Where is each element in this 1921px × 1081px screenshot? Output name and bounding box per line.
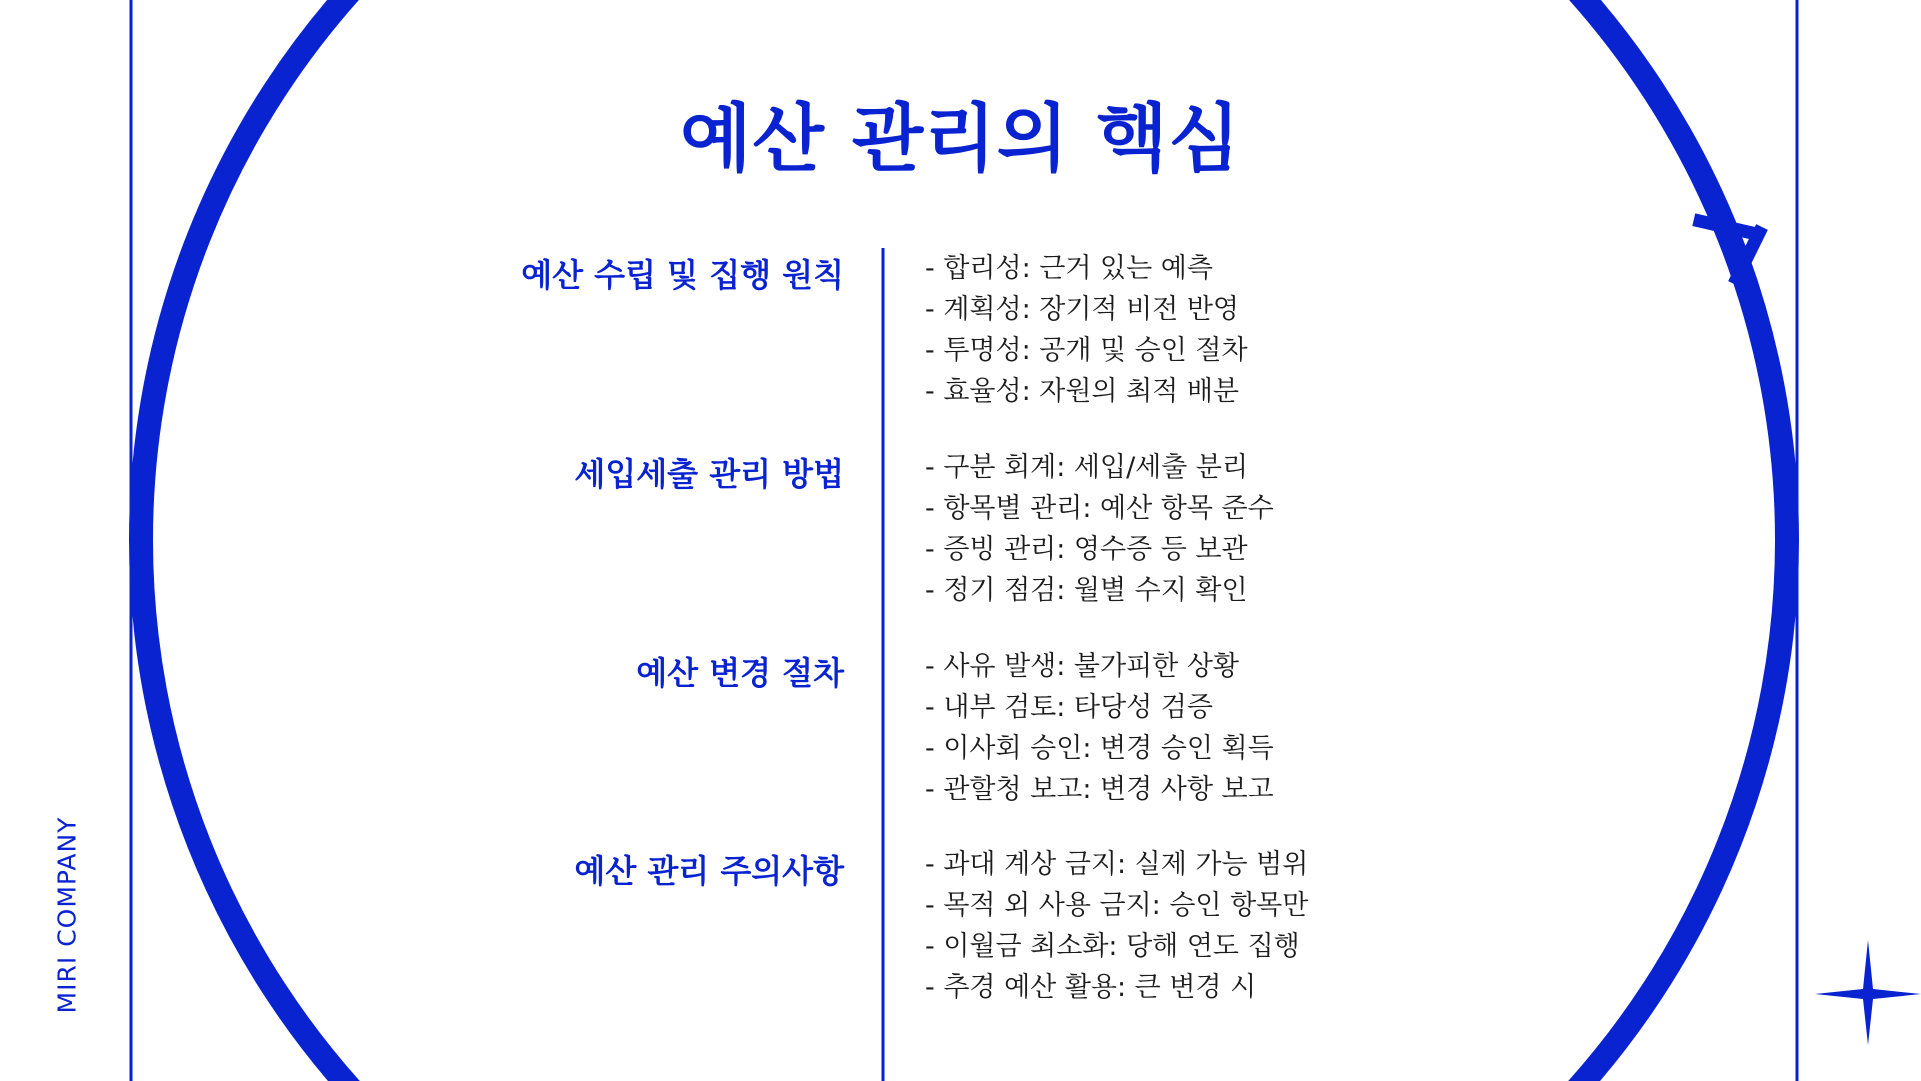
list-item: - 합리성: 근거 있는 예측 bbox=[925, 253, 1213, 284]
section-heading-cautions: 예산 관리 주의사항 bbox=[574, 852, 844, 890]
list-item: - 정기 점검: 월별 수지 확인 bbox=[925, 575, 1248, 606]
list-item: - 목적 외 사용 금지: 승인 항목만 bbox=[925, 890, 1309, 921]
section-heading-change-procedure: 예산 변경 절차 bbox=[636, 654, 844, 692]
page-title: 예산 관리의 핵심 bbox=[680, 96, 1241, 182]
list-item: - 관할청 보고: 변경 사항 보고 bbox=[925, 774, 1274, 805]
list-item: - 내부 검토: 타당성 검증 bbox=[925, 692, 1213, 723]
section-list-revenue-expense bbox=[925, 447, 1274, 611]
list-item: - 이사회 승인: 변경 승인 획득 bbox=[925, 733, 1274, 764]
list-item: - 과대 계상 금지: 실제 가능 범위 bbox=[925, 849, 1309, 880]
section-heading-revenue-expense: 세입세출 관리 방법 bbox=[574, 455, 844, 493]
section-list-change-procedure bbox=[925, 646, 1274, 810]
list-item: - 이월금 최소화: 당해 연도 집행 bbox=[925, 931, 1300, 962]
sparkle-star-icon bbox=[1815, 940, 1921, 1045]
list-item: - 계획성: 장기적 비전 반영 bbox=[925, 294, 1239, 325]
section-list-principles bbox=[925, 248, 1248, 412]
section-heading-principles: 예산 수립 및 집행 원칙 bbox=[521, 256, 844, 294]
list-item: - 구분 회계: 세입/세출 분리 bbox=[925, 452, 1249, 483]
list-item: - 항목별 관리: 예산 항목 준수 bbox=[925, 493, 1274, 524]
list-item: - 증빙 관리: 영수증 등 보관 bbox=[925, 534, 1248, 565]
list-item: - 사유 발생: 불가피한 상황 bbox=[925, 651, 1239, 682]
list-item: - 효율성: 자원의 최적 배분 bbox=[925, 376, 1239, 407]
list-item: - 추경 예산 활용: 큰 변경 시 bbox=[925, 972, 1257, 1003]
brand-vertical-text: MIRI COMPANY bbox=[52, 816, 82, 1014]
list-item: - 투명성: 공개 및 승인 절차 bbox=[925, 335, 1248, 366]
section-list-cautions bbox=[925, 844, 1308, 1008]
